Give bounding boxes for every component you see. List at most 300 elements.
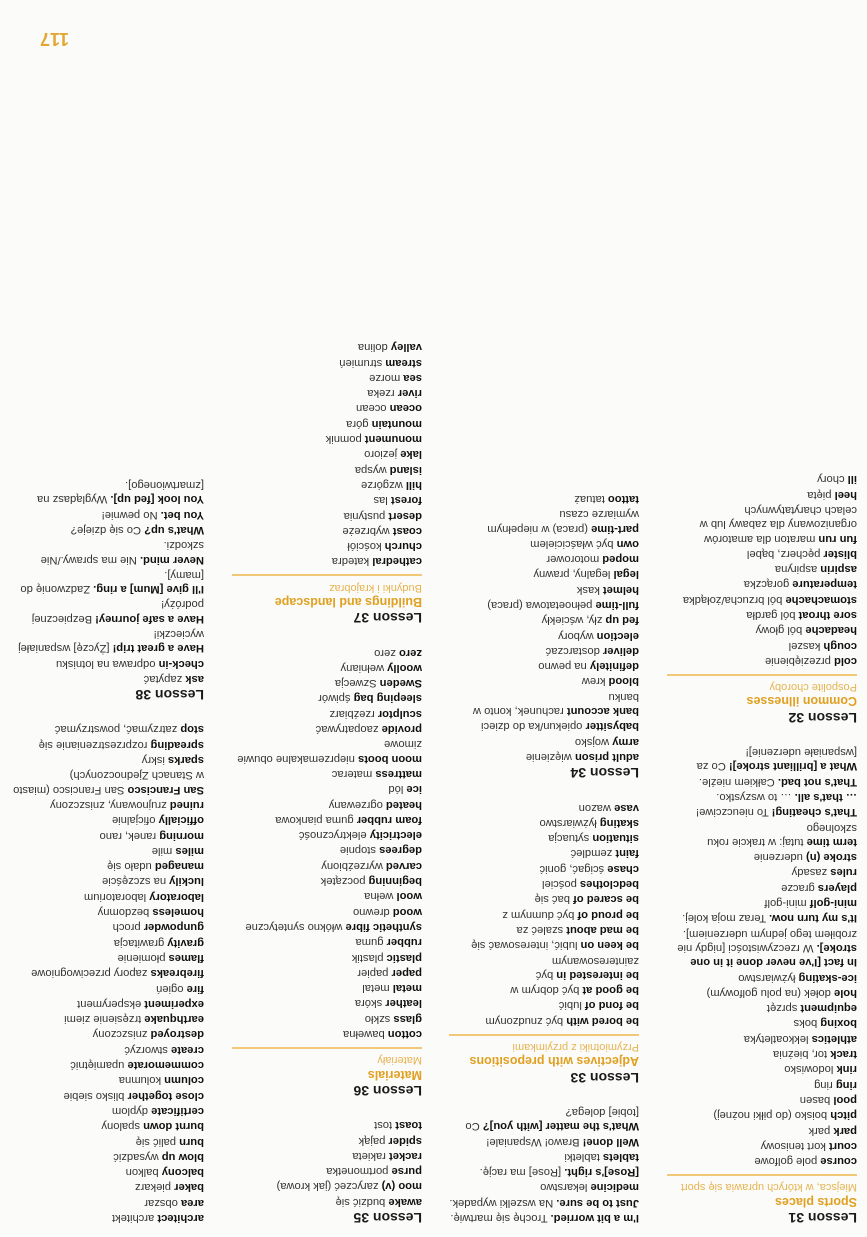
vocab-entry [230, 722, 422, 736]
polish-translation: Brawo! Wspaniale! [486, 1135, 580, 1148]
vocab-entry [665, 911, 857, 925]
vocab-entry [230, 386, 422, 400]
lesson-subtitle: Przymiotniki z przyimkami [512, 1041, 639, 1054]
vocab-entry [665, 1062, 857, 1076]
vocab-entry [230, 950, 422, 964]
polish-translation: drewno [352, 905, 390, 918]
vocab-entry [12, 798, 204, 812]
english-term: heel [834, 488, 857, 501]
polish-translation: zniszczony [92, 1028, 148, 1041]
english-term: close together [127, 1089, 204, 1102]
polish-translation: oficjalnie [111, 814, 156, 827]
polish-translation: (praca) w niepełnym wymiarze czasu [487, 508, 639, 535]
english-term: election [596, 629, 639, 642]
polish-translation: tutaj: w trakcie roku szkolnego [707, 821, 857, 848]
english-term: experiment [144, 997, 204, 1010]
polish-translation: sytuacja [548, 832, 590, 845]
polish-translation: być zainteresowanym [535, 954, 639, 981]
polish-translation: elektryczność [298, 829, 367, 842]
vocab-entry [447, 846, 639, 860]
english-term: athletics [811, 1032, 857, 1045]
vocab-entry [665, 472, 857, 486]
polish-translation: Co się dzieje? [70, 523, 142, 536]
vocab-entry [230, 904, 422, 918]
section-divider [449, 1034, 639, 1036]
lesson-block [447, 492, 639, 781]
polish-translation: gorączka [743, 578, 790, 591]
vocab-entry [665, 1016, 857, 1030]
vocab-entry [230, 432, 422, 446]
polish-translation: wybrzeże [342, 524, 390, 537]
polish-translation: guma [355, 936, 384, 949]
vocab-entry [12, 1134, 204, 1148]
vocab-entry [12, 507, 204, 521]
polish-translation: eksperyment [77, 997, 142, 1010]
polish-translation: ból gardła [746, 609, 796, 622]
polish-translation: morze [369, 371, 401, 384]
vocab-entry [447, 800, 639, 814]
english-term: island [389, 463, 422, 476]
polish-translation: Nie ma sprawy./Nie szkodzi. [40, 539, 204, 566]
english-term: deliver [602, 644, 639, 657]
vocab-entry [447, 1211, 639, 1225]
vocab-entry [230, 508, 422, 522]
polish-translation: być właścicielem [530, 537, 614, 550]
english-term: zero [398, 646, 422, 659]
polish-translation: rzeka [367, 387, 395, 400]
english-term: area [180, 1196, 204, 1209]
vocab-entry [665, 577, 857, 591]
english-term: blood [608, 675, 639, 688]
polish-translation: wełniany [340, 661, 385, 674]
polish-translation: tost [374, 1119, 393, 1132]
english-term: desert [388, 509, 422, 522]
vocab-entry [230, 539, 422, 553]
english-term: temperature [792, 578, 857, 591]
polish-translation: wysadzić [113, 1150, 159, 1163]
vocab-entry [447, 1105, 639, 1134]
english-term: boxing [820, 1017, 857, 1030]
english-term: army [612, 735, 639, 748]
vocab-entry [230, 707, 422, 721]
polish-translation: szaleć za [516, 923, 564, 936]
polish-translation: kask [576, 583, 600, 596]
vocab-entry [665, 623, 857, 637]
english-term: fed up [605, 614, 639, 627]
polish-translation: aspiryna [774, 563, 818, 576]
vocab-entry [447, 613, 639, 627]
vocab-entry [230, 843, 422, 857]
english-term: wood [392, 905, 422, 918]
polish-translation: pełnoetatowa (praca) [487, 599, 593, 612]
polish-translation: boisko (do piłki nożnej) [713, 1109, 828, 1122]
polish-translation: śpiwór [318, 692, 351, 705]
vocab-entry [230, 874, 422, 888]
lesson-title: Lesson 32 [788, 709, 857, 726]
polish-translation: San Francisco (miasto w Stanach Zjednoczonych) [13, 769, 204, 796]
vocab-entry [447, 892, 639, 906]
vocab-entry [12, 753, 204, 767]
polish-translation: maraton dla amatorów organizowany dla zabawy lub w celach charytatywnych [699, 503, 857, 545]
vocab-entry [230, 935, 422, 949]
polish-translation: wzgórze [361, 478, 403, 491]
polish-translation: udało się [106, 860, 152, 873]
vocab-entry [665, 1123, 857, 1137]
vocab-entry [230, 524, 422, 538]
polish-translation: budzić się [335, 1195, 386, 1208]
english-term: Have a safe journey! [95, 612, 204, 625]
english-term: be interested in [556, 968, 639, 981]
english-term: burn [179, 1135, 204, 1148]
english-term: stop [180, 723, 204, 736]
vocab-entry [230, 737, 422, 766]
vocab-entry [447, 907, 639, 921]
polish-translation: boks [793, 1017, 818, 1030]
english-term: miles [175, 844, 204, 857]
vocab-entry [12, 722, 204, 736]
english-term: aspirin [820, 563, 857, 576]
english-term: monument [364, 433, 422, 446]
vocab-entry [12, 597, 204, 626]
vocab-entry [12, 813, 204, 827]
polish-translation: zero [374, 646, 396, 659]
polish-translation: plastik [351, 951, 384, 964]
english-term: headache [805, 624, 857, 637]
english-term: … that's all. [794, 790, 857, 803]
lesson-block [665, 472, 857, 725]
english-term: ruined [169, 798, 204, 811]
vocab-entry [665, 608, 857, 622]
lesson-block [230, 645, 422, 1098]
vocab-entry [230, 966, 422, 980]
english-term: provide [381, 723, 422, 736]
english-term: It's my turn now. [768, 912, 857, 925]
vocab-entry [230, 478, 422, 492]
polish-translation: pościel [542, 878, 577, 891]
english-term: sculptor [377, 707, 422, 720]
english-term: sleeping bag [353, 692, 422, 705]
english-term: be good at [582, 984, 639, 997]
lesson-block [230, 1118, 422, 1225]
english-term: leather [385, 997, 422, 1010]
vocab-entry [230, 797, 422, 811]
polish-translation: metal [362, 982, 390, 995]
vocab-entry [12, 981, 204, 995]
polish-translation: jezioro [364, 448, 398, 461]
vocab-entry [665, 1077, 857, 1091]
polish-translation: opiekun/ka do dzieci [481, 720, 583, 733]
english-term: mini-golf [809, 897, 857, 910]
vocab-entry [12, 935, 204, 949]
english-term: wool [396, 890, 422, 903]
polish-translation: pęcherz, bąbel [746, 547, 821, 560]
polish-translation: lekarstwo [540, 1181, 588, 1194]
vocab-entry [665, 745, 857, 774]
english-term: full-time [595, 599, 639, 612]
polish-translation: sprzęt [766, 1002, 798, 1015]
lesson-title: Lesson 35 [353, 1210, 422, 1226]
polish-translation: skóra [354, 997, 383, 1010]
vocab-entry [665, 562, 857, 576]
page-number: 117 [40, 29, 70, 49]
polish-translation: tor, bieżnia [773, 1048, 828, 1061]
vocab-entry [447, 719, 639, 733]
english-term: players [817, 881, 857, 894]
english-term: equipment [800, 1002, 857, 1015]
vocab-entry [230, 493, 422, 507]
english-term: Just to be sure. [556, 1196, 639, 1209]
polish-translation: rachunek, konto w banku [472, 690, 639, 718]
english-term: valley [390, 341, 422, 354]
english-term: Have a great trip! [112, 642, 204, 655]
english-term: San Francisco [127, 783, 204, 796]
lesson-title: Lesson 36 [353, 1082, 422, 1099]
english-term: pool [833, 1093, 857, 1106]
english-term: be scared of [573, 893, 639, 906]
polish-translation: [Życzę] wspaniałej wycieczki! [18, 628, 204, 655]
english-term: gunpowder [143, 921, 204, 934]
vocab-entry [447, 1180, 639, 1194]
english-term: plastic [386, 951, 422, 964]
english-term: blow up [161, 1150, 204, 1163]
vocab-entry [665, 1108, 857, 1122]
polish-translation: wybory [558, 629, 594, 642]
vocab-entry [230, 340, 422, 354]
polish-translation: Na wszelki wypadek. [449, 1196, 554, 1209]
english-term: be proud of [577, 908, 639, 921]
english-term: rink [836, 1063, 857, 1076]
lesson-topic: Common illnesses [746, 694, 857, 709]
lesson-block [12, 478, 204, 702]
polish-translation: legalny, prawny [533, 568, 611, 581]
english-term: be bored with [566, 1014, 639, 1027]
vocab-entry [447, 628, 639, 642]
english-term: forest [390, 494, 422, 507]
polish-translation: dyplom [111, 1104, 149, 1117]
english-term: Well done! [582, 1135, 639, 1148]
vocab-entry [230, 371, 422, 385]
english-term: stroke (n) [806, 851, 857, 864]
english-term: awake [388, 1195, 422, 1208]
lesson-block [12, 722, 204, 1225]
vocab-entry [12, 889, 204, 903]
polish-translation: wełna [364, 890, 394, 903]
polish-translation: bezdomny [97, 906, 150, 919]
vocab-entry [665, 1031, 857, 1045]
vocab-entry [230, 676, 422, 690]
english-term: ask [185, 672, 204, 685]
column-2 [447, 472, 639, 1225]
lesson-title: Lesson 33 [570, 1069, 639, 1086]
vocab-entry [447, 923, 639, 937]
polish-translation: trzęsienie ziemi [64, 1013, 142, 1026]
polish-translation: palić się [135, 1135, 177, 1148]
english-term: metal [392, 982, 422, 995]
english-term: earthquake [144, 1013, 204, 1026]
polish-translation: krew [581, 675, 606, 688]
vocab-entry [447, 690, 639, 719]
lesson-title: Lesson 34 [570, 765, 639, 782]
vocab-entry [447, 659, 639, 673]
english-term: [Rose]'s right. [564, 1166, 639, 1179]
english-term: racket [389, 1149, 422, 1162]
polish-translation: dostarczać [545, 644, 600, 657]
english-term: bank account [566, 705, 639, 718]
polish-translation: Co za [wspaniałe uderzenie]! [696, 746, 857, 773]
english-term: That's not bad. [777, 775, 857, 788]
english-term: moon boots [357, 752, 422, 765]
vocab-entry [665, 654, 857, 668]
vocab-entry [12, 1104, 204, 1118]
vocab-entry [12, 568, 204, 597]
vocab-entry [230, 981, 422, 995]
english-term: rubber [386, 936, 422, 949]
polish-translation: strumień [339, 356, 383, 369]
polish-translation: włókno syntetyczne [245, 920, 343, 933]
vocab-entry [230, 1164, 422, 1178]
polish-translation: Szwecja [334, 677, 377, 690]
polish-translation: basen [799, 1093, 831, 1106]
polish-translation: architekt [111, 1212, 155, 1224]
polish-translation: Co [tobie] dolega? [465, 1105, 639, 1133]
vocab-entry [447, 953, 639, 982]
polish-translation: na szczęście [102, 875, 167, 888]
polish-translation: pająk [358, 1134, 386, 1147]
english-term: own [616, 537, 639, 550]
polish-translation: pomnik [325, 433, 362, 446]
english-term: balcony [161, 1166, 204, 1179]
english-term: cathedral [372, 555, 422, 568]
english-term: electricity [369, 829, 422, 842]
english-term: faint [615, 847, 639, 860]
polish-translation: mini-golf [764, 897, 807, 910]
vocab-entry [230, 1118, 422, 1132]
lesson-subtitle: Pospolite choroby [769, 681, 857, 694]
vocab-entry [12, 966, 204, 980]
english-term: mattress [375, 767, 422, 780]
polish-translation: być znudzonym [485, 1014, 564, 1027]
english-term: sore throat [798, 609, 857, 622]
english-term: paper [391, 966, 422, 979]
vocab-entry [12, 627, 204, 656]
english-term: ice [406, 783, 422, 796]
english-term: stomachache [785, 593, 857, 606]
polish-translation: grawitacja [113, 936, 165, 949]
english-term: You look [fed up]. [110, 493, 204, 506]
english-term: What's the matter [with you]? [482, 1120, 639, 1133]
english-term: Never mind. [139, 553, 204, 566]
vocab-entry [447, 552, 639, 566]
vocab-entry [230, 920, 422, 934]
vocab-entry [447, 644, 639, 658]
vocab-entry [230, 691, 422, 705]
polish-translation: gracze [781, 881, 815, 894]
polish-translation: kaszel [788, 639, 821, 652]
english-term: managed [154, 860, 204, 873]
vocab-entry [12, 656, 204, 670]
polish-translation: lód [388, 783, 404, 796]
polish-translation: stopnie [339, 844, 376, 857]
english-term: I'm a bit worried. [550, 1212, 639, 1224]
english-term: flames [168, 951, 204, 964]
english-term: architect [157, 1212, 204, 1224]
polish-translation: zaryczeć (jak krowa) [276, 1180, 379, 1193]
vocab-entry [665, 970, 857, 984]
polish-translation: nieprzemakalne obuwie zimowe [237, 738, 422, 765]
english-term: create [171, 1043, 204, 1056]
lesson-block [447, 800, 639, 1084]
vocab-entry [665, 926, 857, 969]
polish-translation: ogień [156, 982, 184, 995]
vocab-entry [12, 1195, 204, 1209]
english-term: burnt down [143, 1120, 204, 1133]
polish-translation: na pewno [538, 660, 587, 673]
vocab-entry [12, 1211, 204, 1225]
english-term: I'll give [Mum] a ring. [93, 583, 204, 596]
vocab-entry [447, 1134, 639, 1148]
vocab-entry [447, 674, 639, 688]
english-term: firebreaks [150, 967, 204, 980]
lesson-block [230, 340, 422, 625]
english-term: part-time [591, 522, 639, 535]
polish-translation: ból głowy [755, 624, 803, 637]
vocab-entry [230, 1194, 422, 1208]
english-term: hole [834, 986, 857, 999]
polish-translation: park [808, 1124, 831, 1137]
vocab-entry [12, 997, 204, 1011]
english-term: column [164, 1074, 204, 1087]
polish-translation: rozprzestrzenianie się [38, 738, 148, 751]
polish-translation: pustynia [343, 509, 386, 522]
polish-translation: być dobrym w [510, 984, 580, 997]
lesson-block [447, 1105, 639, 1225]
english-term: skating [599, 816, 639, 829]
vocab-entry [12, 1119, 204, 1133]
english-term: park [833, 1124, 857, 1137]
polish-translation: piekarz [134, 1181, 172, 1194]
vocab-entry [665, 638, 857, 652]
english-term: certificate [151, 1104, 204, 1117]
vocab-entry [230, 645, 422, 659]
english-term: be keen on [580, 939, 639, 952]
vocab-entry [12, 874, 204, 888]
polish-translation: dołek (na polu golfowym) [706, 986, 831, 999]
polish-translation: Zadzwonię do [mamy]. [20, 568, 204, 596]
vocab-entry [447, 750, 639, 764]
polish-translation: wazon [578, 801, 611, 814]
english-term: situation [592, 832, 639, 845]
lesson-title: Lesson 31 [788, 1210, 857, 1226]
vocab-entry [665, 1093, 857, 1107]
english-term: What's up? [144, 523, 204, 536]
polish-translation: lubić, interesować się [471, 939, 578, 952]
polish-translation: tabletki [564, 1150, 600, 1163]
english-term: heated [385, 798, 422, 811]
english-term: laboratory [149, 890, 204, 903]
english-term: luckily [169, 875, 204, 888]
polish-translation: ogrzewany [328, 798, 383, 811]
polish-translation: dolina [357, 341, 388, 354]
vocab-entry [12, 1027, 204, 1041]
english-term: fun run [818, 532, 857, 545]
english-term: sparks [167, 754, 204, 767]
lesson-subtitle: Materiały [377, 1054, 422, 1067]
english-term: sea [403, 371, 422, 384]
polish-translation: wojsko [574, 735, 610, 748]
vocab-entry [447, 816, 639, 830]
vocab-entry [447, 983, 639, 997]
polish-translation: bawełna [343, 1028, 385, 1041]
